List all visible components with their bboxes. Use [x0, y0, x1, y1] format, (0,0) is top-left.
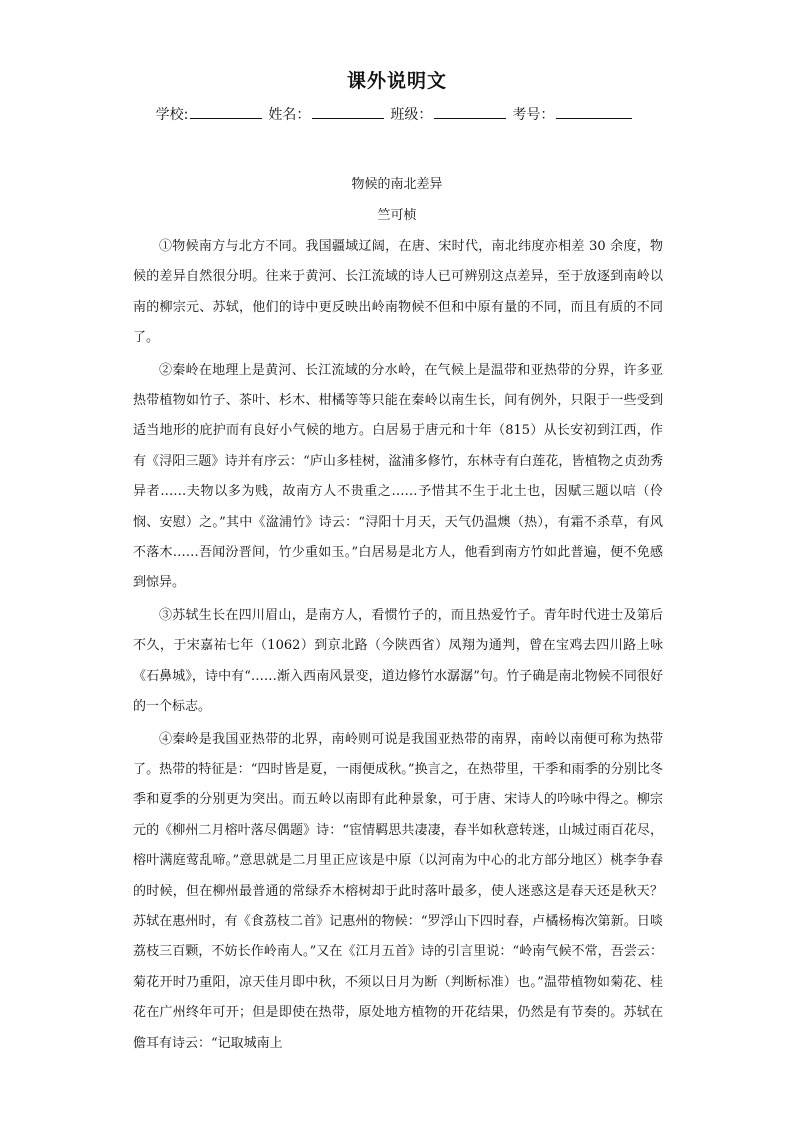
paragraph-3: ③苏轼生长在四川眉山，是南方人，看惯竹子的，而且热爱竹子。青年时代进士及第后不久，于宋嘉祐七年（1062）到京北路（今陕西省）凤翔为通判，曾在宝鸡去四川路上咏《石鼻城》，诗中有“……渐入西南风景变，道边修竹水潺潺”句。竹子确是南北物候不同很好的一个标志。 — [133, 607, 663, 715]
article-title: 物候的南北差异 — [351, 177, 443, 192]
school-field — [156, 102, 263, 124]
paragraph-2: ②秦岭在地理上是黄河、长江流域的分水岭，在气候上是温带和亚热带的分界，许多亚热带植物如竹子、茶叶、杉木、柑橘等等只能在秦岭以南生长，间有例外，只限于一些受到适当地形的庇护而有良好小气候的地方。白居易于唐元和十年（815）从长安初到江西，作有《浔阳三题》诗并有序云：“庐山多桂树，湓浦多修竹，东林寺有白莲花，皆植物之贞劲秀异者……夫物以多为贱，故南方人不贵重之……予惜其不生于北土也，因赋三题以唁（伶悯、安慰）之。”其中《湓浦竹》诗云：“浔阳十月天，天气仍温燠（热），有霜不杀草，有风不落木……吾闻汾晋间，竹少重如玉。”白居易是北方人，他看到南方竹如此普遍，便不免感到惊异。 — [133, 362, 663, 591]
class-blank — [434, 102, 506, 119]
school-label: 学校: — [155, 107, 189, 123]
class-field — [390, 102, 506, 124]
exam-number-field — [512, 102, 632, 124]
article-author: 竺可桢 — [377, 208, 417, 223]
exam-number-blank — [556, 102, 632, 119]
student-info-row — [0, 102, 794, 124]
article-body — [133, 232, 663, 1059]
name-field — [268, 102, 384, 124]
paragraph-1: ①物候南方与北方不同。我国疆域辽阔，在唐、宋时代，南北纬度亦相差 30 余度，物候的差异自然很分明。往来于黄河、长江流域的诗人已可辨别这点差异，至于放逐到南岭以南的柳宗元、苏轼，他们的诗中更反映出岭南物候不但和中原有量的不同，而且有质的不同了。 — [133, 239, 663, 346]
document-title: 课外说明文 — [346, 70, 447, 92]
school-blank — [190, 102, 262, 119]
paragraph-4: ④秦岭是我国亚热带的北界，南岭则可说是我国亚热带的南界，南岭以南便可称为热带了。热带的特征是：“四时皆是夏，一雨便成秋。”换言之，在热带里，干季和雨季的分别比冬季和夏季的分别更为突出。而五岭以南即有此种景象，可于唐、宋诗人的吟咏中得之。柳宗元的《柳州二月榕叶落尽偶题》诗：“宦情羁思共凄凄，春半如秋意转迷，山城过雨百花尽，榕叶满庭莺乱啼。”意思就是二月里正应该是中原（以河南为中心的北方部分地区）桃李争春的时候，但在柳州最普通的常绿乔木榕树却于此时落叶最多，使人迷惑这是春天还是秋天？苏轼在惠州时，有《食荔枝二首》记惠州的物候：“罗浮山下四时春，卢橘杨梅次第新。日啖荔枝三百颗，不妨长作岭南人。”又在《江月五首》诗的引言里说：“岭南气候不常，吾尝云：菊花开时乃重阳，凉天佳月即中秋，不须以日月为断（判断标准）也。”温带植物如菊花、桂花在广州终年可开；但是即使在热带，原处地方植物的开花结果，仍然是有节奏的。苏轼在儋耳有诗云：“记取城南上 — [133, 731, 663, 1051]
class-label: 班级： — [390, 107, 433, 123]
name-label: 姓名： — [268, 107, 311, 123]
exam-number-label: 考号： — [512, 107, 555, 123]
name-blank — [312, 102, 384, 119]
